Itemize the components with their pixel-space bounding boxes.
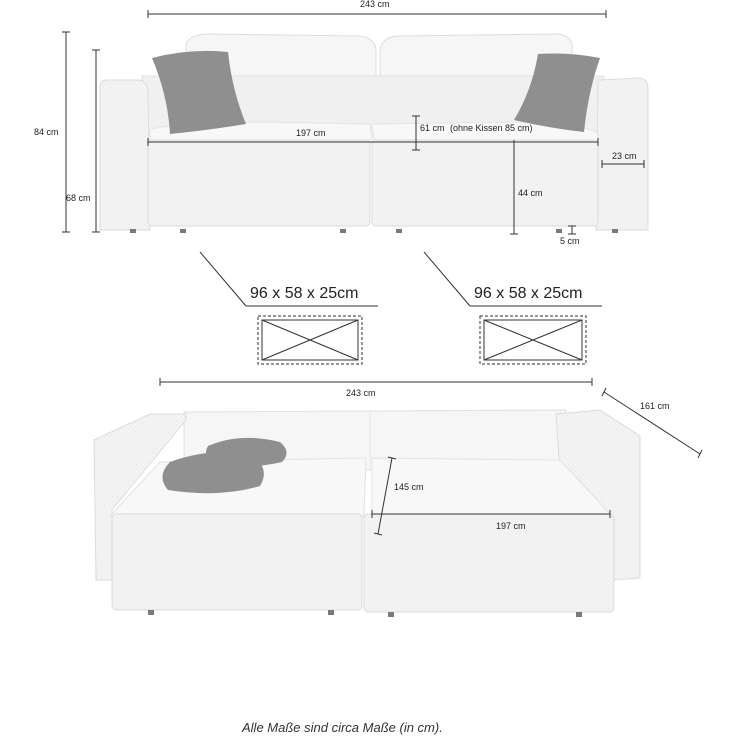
bed-pillow-front <box>162 452 263 493</box>
seat-width-label: 197 cm <box>296 128 326 138</box>
footer-note: Alle Maße sind circa Maße (in cm). <box>242 720 443 735</box>
back-height-note: (ohne Kissen 85 cm) <box>450 123 533 133</box>
sofa-front-view <box>100 34 648 233</box>
arm-width-label: 23 cm <box>612 151 637 161</box>
foot-height-label: 5 cm <box>560 236 580 246</box>
seat-height-label: 44 cm <box>518 188 543 198</box>
overall-width-label: 243 cm <box>360 0 390 9</box>
overall-height-label: 84 cm <box>34 127 59 137</box>
bed-depth-label: 161 cm <box>640 401 670 411</box>
bed-width-label: 197 cm <box>496 521 526 531</box>
bed-length-label: 145 cm <box>394 482 424 492</box>
left-cushion-size-label: 96 x 58 x 25cm <box>250 285 359 302</box>
arm-height-label: 68 cm <box>66 193 91 203</box>
bed-overall-width-label: 243 cm <box>346 388 376 398</box>
right-cushion-size-label: 96 x 58 x 25cm <box>474 285 583 302</box>
back-height-label: 61 cm <box>420 123 445 133</box>
cushion-diagrams <box>200 252 602 364</box>
